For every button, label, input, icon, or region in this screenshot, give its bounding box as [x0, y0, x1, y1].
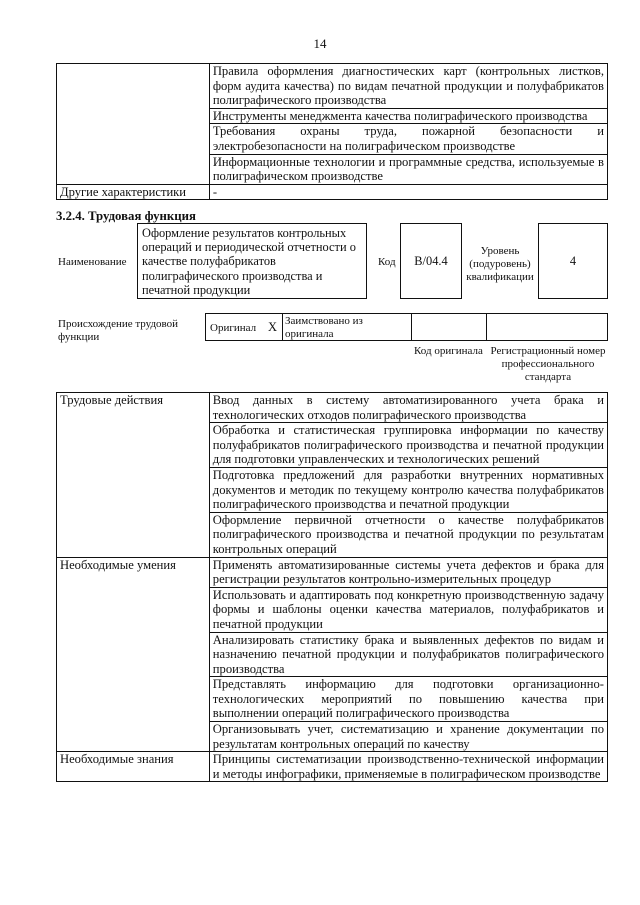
origin-row: [205, 313, 608, 341]
list-item-text: Правила оформления диагностических карт (контрольных листков, форм аудита качества) по видам печатной продукции и полуфабрикатов полиграфического производства: [212, 64, 604, 108]
original-mark: Х: [268, 320, 278, 334]
list-item-text: Оформление первичной отчетности о качестве полуфабрикатов полиграфического производства и печатной продукции по результатам контрольных операций: [212, 512, 604, 556]
list-item: [209, 467, 607, 512]
row-label: Другие характеристики: [57, 184, 210, 200]
section-heading: 3.2.4. Трудовая функция: [56, 209, 196, 223]
level-box: 4: [538, 223, 608, 299]
original-cell: [205, 313, 283, 341]
list-item: [209, 512, 607, 557]
list-item-text: Принципы систематизации производственно-технической информации и методы инфографики, применяемые в полиграфическом производстве: [212, 752, 604, 781]
borrowed-label: Заимствовано из оригинала: [285, 315, 363, 340]
table-row: [57, 393, 608, 423]
code-original-label: Код оригинала: [414, 345, 483, 357]
list-item: [209, 752, 607, 782]
code-box: В/04.4: [400, 223, 462, 299]
reg-number-cell: [486, 313, 608, 341]
list-item: [209, 64, 607, 109]
borrowed-cell: [282, 313, 412, 341]
page-number: 14: [313, 36, 327, 51]
list-item-text: Представлять информацию для подготовки организационно-технологических мероприятий по повышению качества при выполнении операций полиграфического производства: [212, 677, 604, 721]
table-row: [57, 64, 608, 109]
table-row: [57, 184, 608, 200]
list-item: [209, 423, 607, 468]
list-item: -: [209, 184, 607, 200]
table-row: [57, 557, 608, 587]
list-item-text: Подготовка предложений для разработки внутренних нормативных документов и методик по текущему контролю качества полуфабрикатов полиграфического производства и печатной продукции: [212, 467, 604, 512]
list-item-text: Использовать и адаптировать под конкретную производственную задачу формы и шаблоны оценки качества материалов, полуфабрикатов и печатной продукции: [212, 587, 604, 631]
list-item: [209, 154, 607, 184]
name-label: Наименование: [58, 256, 127, 268]
row-label: Необходимые знания: [57, 752, 210, 782]
table-row: [57, 752, 608, 782]
list-item-text: Организовывать учет, систематизацию и хранение документации по результатам контрольных операций по качеству: [212, 722, 604, 751]
list-item-text: Анализировать статистику брака и выявленных дефектов по видам и назначению печатной продукции и полуфабрикатов полиграфического производства: [212, 632, 604, 676]
list-item: [209, 722, 607, 752]
list-item: Инструменты менеджмента качества полиграфического производства: [209, 108, 607, 124]
list-item: [209, 393, 607, 423]
row-label: [57, 64, 210, 185]
list-item-text: Требования охраны труда, пожарной безопасности и электробезопасности на полиграфическом производстве: [212, 124, 604, 153]
row-label: Необходимые умения: [57, 557, 210, 752]
original-label: Оригинал: [210, 322, 257, 334]
row-label: Трудовые действия: [57, 393, 210, 558]
list-item: [209, 632, 607, 677]
level-label: Уровень (подуровень) квалификации: [466, 245, 534, 283]
code-label: Код: [378, 256, 396, 268]
list-item: [209, 557, 607, 587]
reg-number-label: Регистрационный номер профессионального стандарта: [490, 345, 606, 383]
function-table: [56, 392, 608, 782]
code-original-cell: [411, 313, 487, 341]
list-item-text: Применять автоматизированные системы учета дефектов и брака для регистрации результатов контрольно-измерительных процедур: [212, 557, 604, 587]
list-item-text: Ввод данных в систему автоматизированного учета брака и технологических отходов полиграфического производства: [212, 393, 604, 422]
list-item: [209, 677, 607, 722]
origin-label: Происхождение трудовой функции: [58, 318, 179, 343]
list-item: [209, 587, 607, 632]
list-item-text: Обработка и статистическая группировка информации по качеству полуфабрикатов полиграфического производства и печатной продукции для подготовки управленческих и технологических решений: [212, 423, 604, 467]
list-item-text: Информационные технологии и программные средства, используемые в полиграфическом производстве: [212, 154, 604, 184]
list-item: [209, 124, 607, 154]
function-name-box: Оформление результатов контрольных операций и периодической отчетности о качестве полуфабрикатов полиграфического производства и печатной продукции: [137, 223, 367, 299]
characteristics-table-continued: [56, 63, 608, 200]
